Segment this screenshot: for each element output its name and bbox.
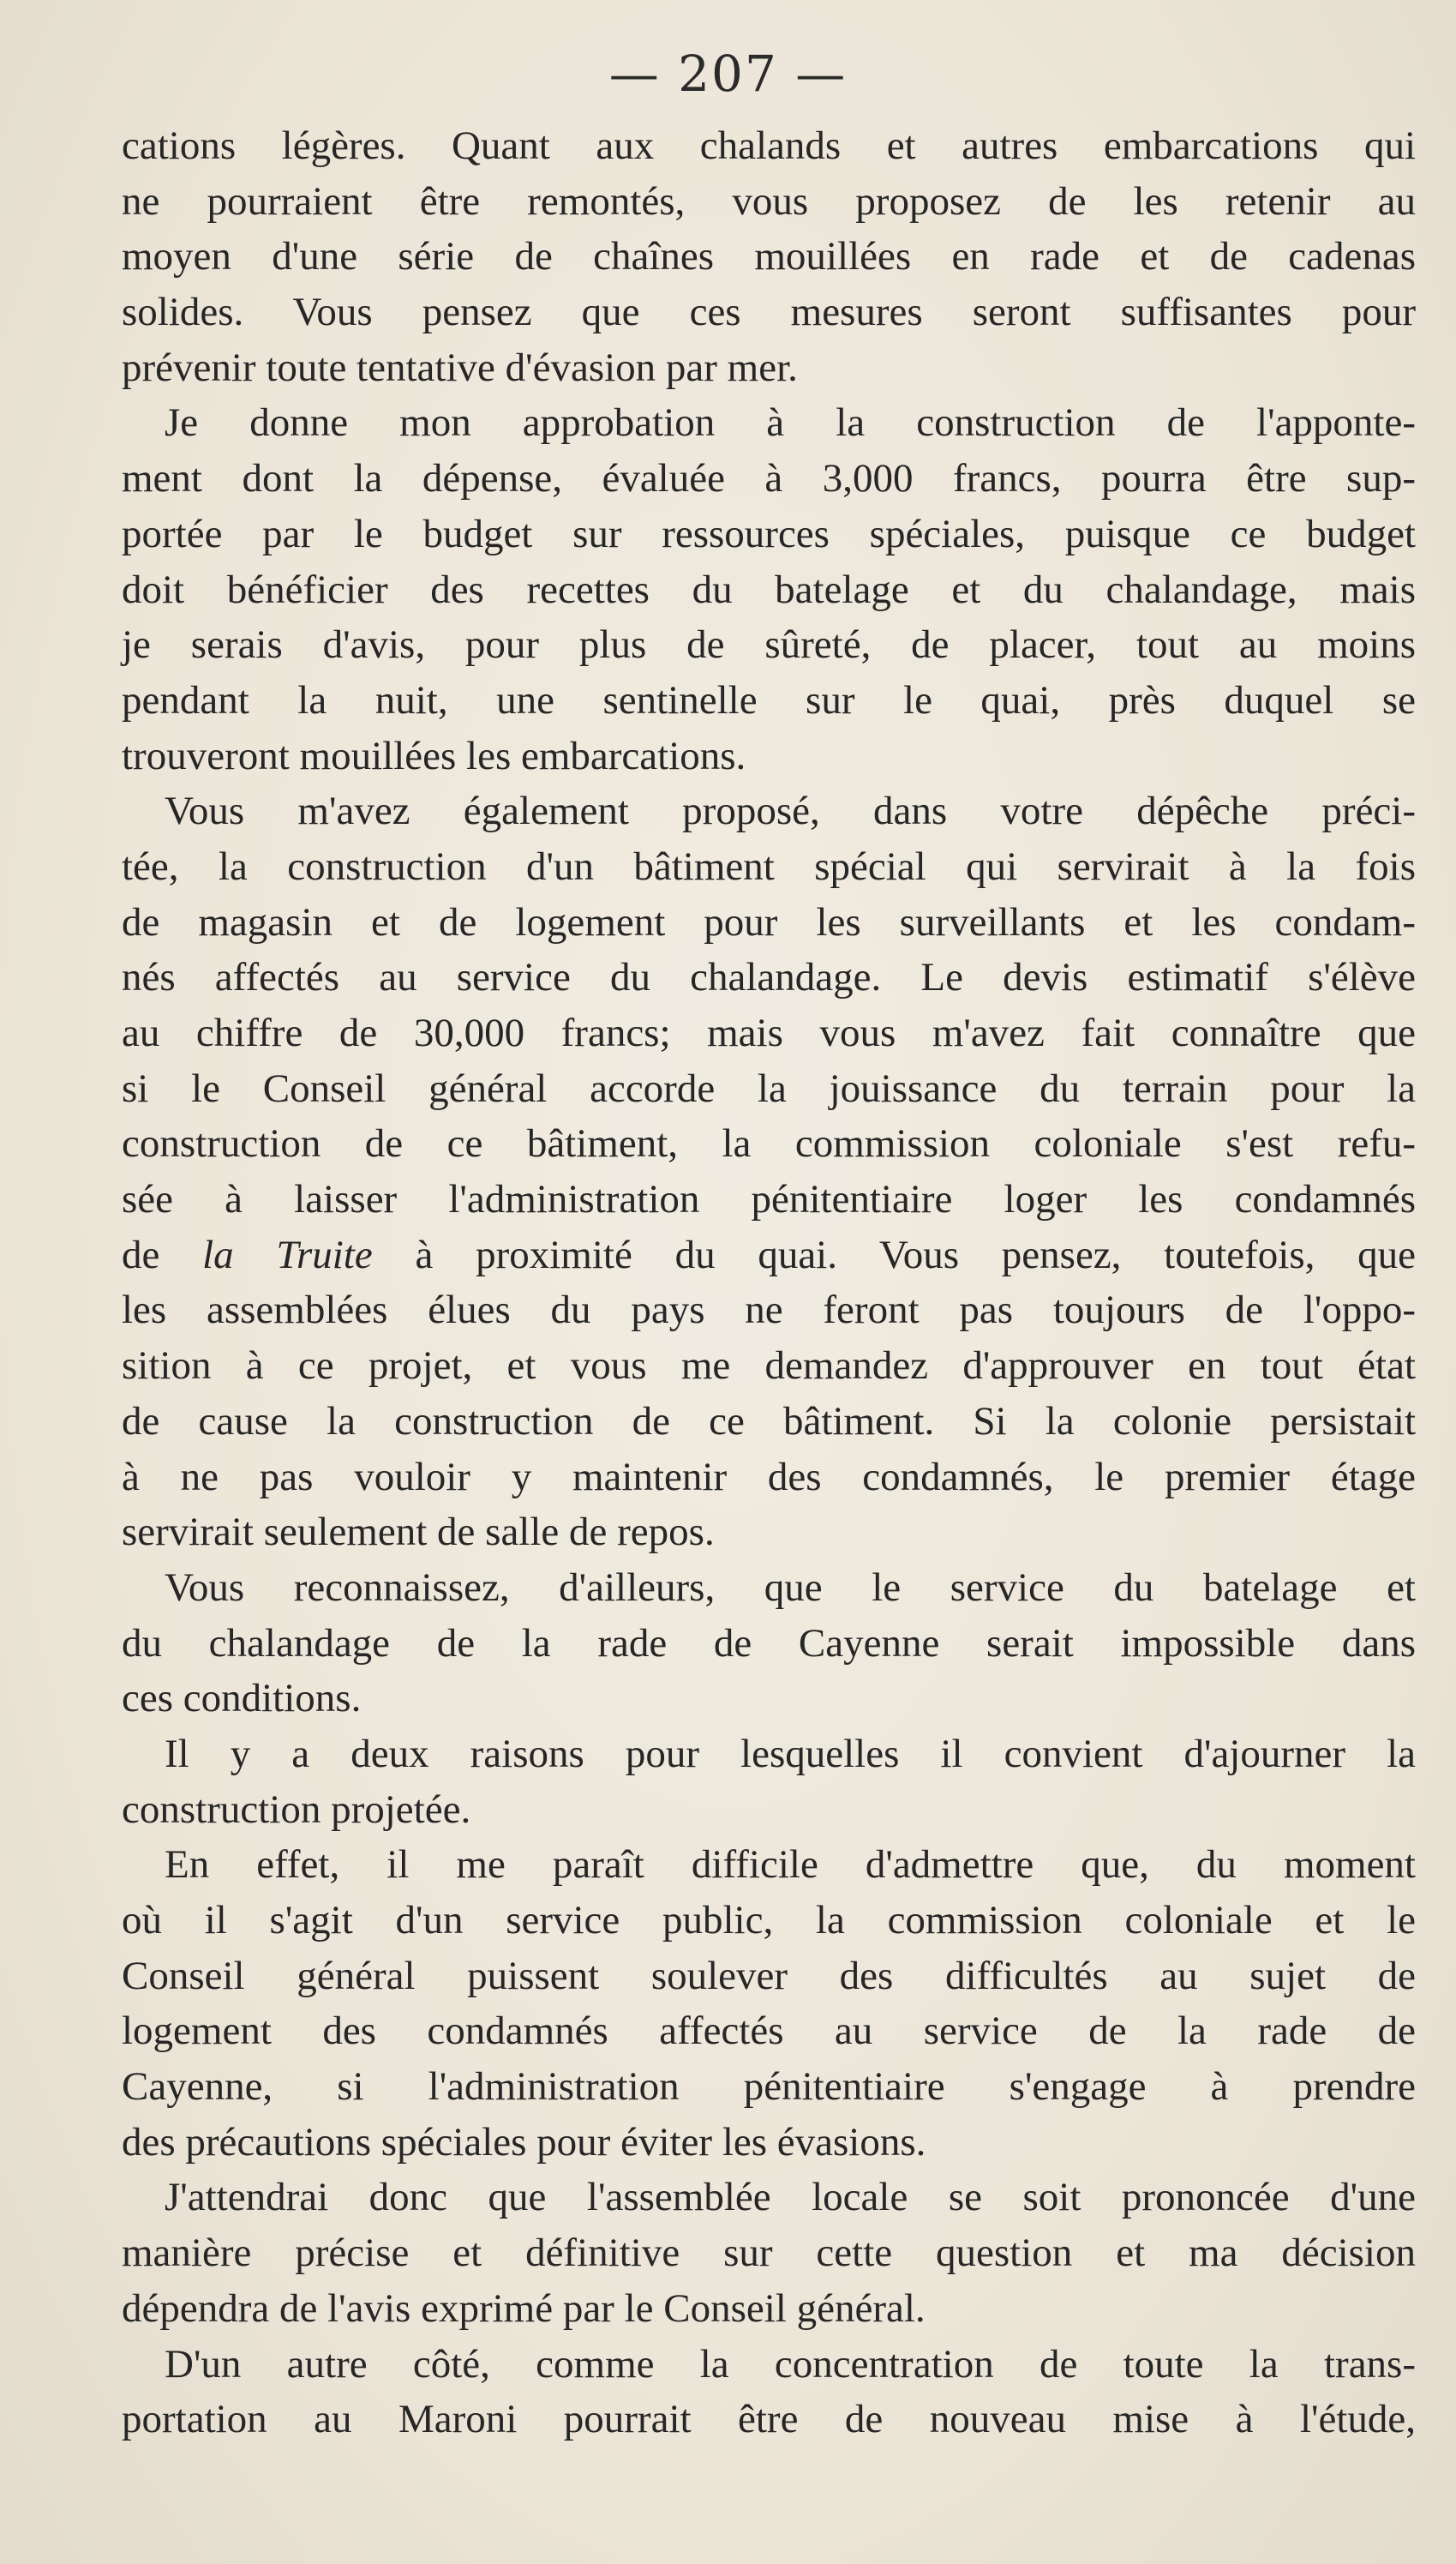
text-line: si le Conseil général accorde la jouissance du terrain pour la: [122, 1066, 1416, 1111]
text-line: manière précise et définitive sur cette question et ma décision: [122, 2231, 1416, 2276]
text-line: du chalandage de la rade de Cayenne serait impossible dans: [122, 1620, 1416, 1666]
text-line: solides. Vous pensez que ces mesures seront suffisantes pour: [122, 290, 1416, 335]
text-line: des précautions spéciales pour éviter les évasions.: [122, 2119, 926, 2165]
text-line: ces conditions.: [122, 1676, 362, 1721]
page-number: — 207 —: [608, 45, 848, 103]
text-line: ne pourraient être remontés, vous proposez de les retenir au: [122, 178, 1416, 224]
text-line: Il y a deux raisons pour lesquelles il convient d'ajourner la: [165, 1731, 1416, 1776]
text-line: de magasin et de logement pour les surveillants et les condam-: [122, 899, 1416, 945]
text-line: dépendra de l'avis exprimé par le Conseil général.: [122, 2285, 926, 2331]
text-line: de cause la construction de ce bâtiment. Si la colonie persistait: [122, 1398, 1416, 1444]
text-line: nés affectés au service du chalandage. Le devis estimatif s'élève: [122, 955, 1416, 1000]
text-line: Conseil général puissent soulever des difficultés au sujet de: [122, 1953, 1416, 1998]
text-line: construction de ce bâtiment, la commission coloniale s'est refu-: [122, 1121, 1416, 1167]
text-line: pendant la nuit, une sentinelle sur le quai, près duquel se: [122, 677, 1416, 723]
text-line: Vous m'avez également proposé, dans votre dépêche préci-: [165, 789, 1416, 834]
text-line: construction projetée.: [122, 1786, 471, 1832]
text-line: logement des condamnés affectés au service de la rade de: [122, 2009, 1416, 2054]
text-line: doit bénéficier des recettes du batelage et du chalandage, mais: [122, 567, 1416, 612]
text-line: où il s'agit d'un service public, la commission coloniale et le: [122, 1898, 1416, 1943]
text-line: tée, la construction d'un bâtiment spécial qui servirait à la fois: [122, 844, 1416, 889]
text-line: au chiffre de 30,000 francs; mais vous m'avez fait connaître que: [122, 1011, 1416, 1055]
text-line: portation au Maroni pourrait être de nouveau mise à l'étude,: [122, 2397, 1416, 2442]
text-line: J'attendrai donc que l'assemblée locale se soit prononcée d'une: [165, 2175, 1416, 2220]
text-line: En effet, il me paraît difficile d'admettre que, du moment: [165, 1842, 1416, 1888]
text-line: Vous reconnaissez, d'ailleurs, que le service du batelage et: [165, 1564, 1416, 1610]
text-line: sée à laisser l'administration pénitentiaire loger les condamnés: [122, 1177, 1416, 1222]
text-line: moyen d'une série de chaînes mouillées en rade et de cadenas: [122, 234, 1416, 279]
text-line: Cayenne, si l'administration pénitentiaire s'engage à prendre: [122, 2064, 1416, 2110]
text-line: prévenir toute tentative d'évasion par mer.: [122, 345, 798, 390]
text-line: je serais d'avis, pour plus de sûreté, de placer, tout au moins: [122, 622, 1416, 668]
text-line: sition à ce projet, et vous me demandez d'approuver en tout état: [122, 1343, 1416, 1389]
text-line: D'un autre côté, comme la concentration de toute la trans-: [165, 2341, 1416, 2387]
text-line: à ne pas vouloir y maintenir des condamnés, le premier étage: [122, 1454, 1416, 1499]
text-line: Je donne mon approbation à la construction de l'apponte-: [165, 400, 1416, 446]
text-line: trouveront mouillées les embarcations.: [122, 733, 746, 778]
text-line: ment dont la dépense, évaluée à 3,000 francs, pourra être sup-: [122, 456, 1416, 501]
text-line: portée par le budget sur ressources spéciales, puisque ce budget: [122, 511, 1416, 556]
text-line: les assemblées élues du pays ne feront pas toujours de l'oppo-: [122, 1288, 1416, 1333]
body-text: [122, 118, 1416, 2447]
text-line: servirait seulement de salle de repos.: [122, 1510, 715, 1555]
text-line: de la Truite à proximité du quai. Vous pensez, toutefois, que: [122, 1232, 1416, 1277]
text-line: cations légères. Quant aux chalands et autres embarcations qui: [122, 123, 1416, 168]
